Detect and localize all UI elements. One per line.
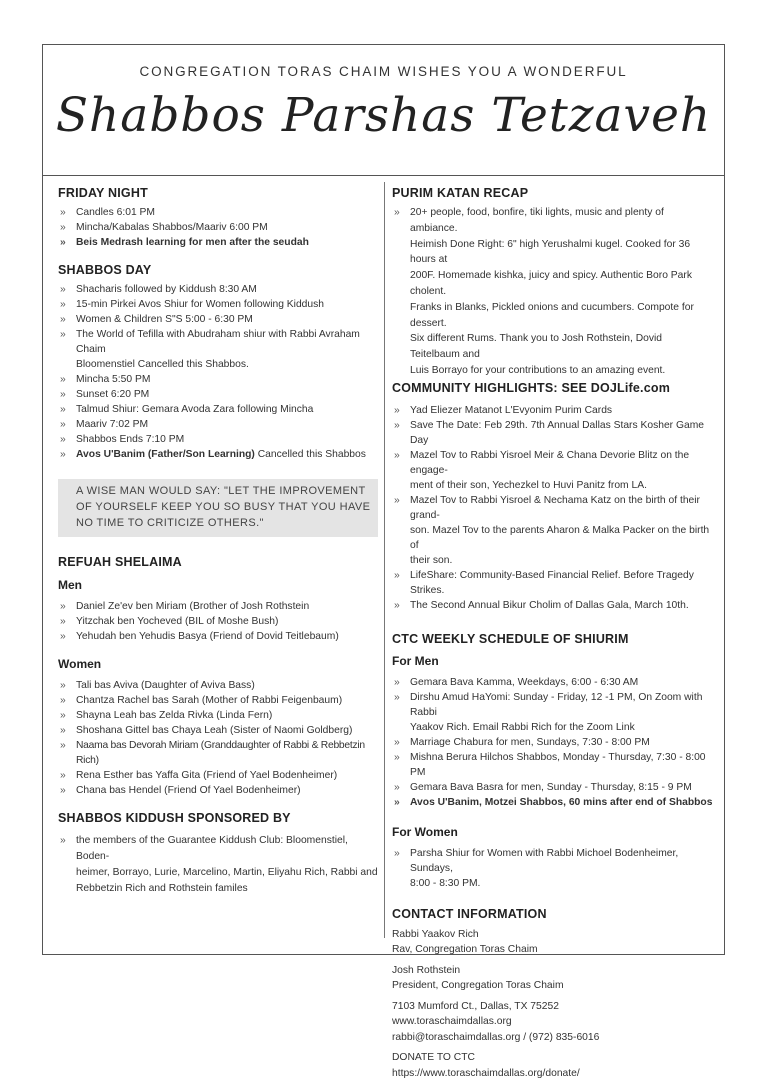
list-item-text: son. Mazel Tov to the parents Aharon & Malka Packer on the birth of — [410, 524, 710, 551]
list-item-text: Yaakov Rich. Email Rabbi Rich for the Zoom Link — [410, 721, 635, 733]
refuah-women-list — [58, 678, 378, 798]
list-item-text: their son. — [410, 554, 453, 566]
list-item-bold: Avos U'Banim (Father/Son Learning) — [76, 449, 255, 460]
list-item-text: Luis Borrayo for your contributions to an amazing event. — [410, 364, 666, 376]
schedule-women-title: For Women — [392, 824, 458, 839]
address: 7103 Mumford Ct., Dallas, TX 75252 — [392, 1000, 559, 1012]
column-divider — [384, 182, 385, 938]
schedule-title: CTC WEEKLY SCHEDULE OF SHIURIM — [392, 631, 629, 646]
list-item: » Beis Medrash learning for men after the seudah — [58, 235, 378, 250]
list-item-text: Bloomenstiel Cancelled this Shabbos. — [76, 359, 249, 370]
list-item — [58, 327, 378, 372]
list-item-text: Mazel Tov to Rabbi Yisroel Meir & Chana Devorie Blitz on the engage- — [410, 449, 690, 476]
shabbos-day-list — [58, 282, 378, 462]
kiddush-list — [58, 833, 378, 897]
list-item: » 15-min Pirkei Avos Shiur for Women following Kiddush — [58, 297, 378, 312]
list-item: » Maariv 7:02 PM — [58, 417, 378, 432]
list-item: » Talmud Shiur: Gemara Avoda Zara following Mincha — [58, 402, 378, 417]
list-item — [392, 448, 714, 493]
list-item: » Candles 6:01 PM — [58, 205, 378, 220]
right-column — [392, 184, 714, 1081]
website-link[interactable]: www.toraschaimdallas.org — [392, 1016, 512, 1028]
email-phone[interactable]: rabbi@toraschaimdallas.org / (972) 835-6016 — [392, 1031, 600, 1043]
list-item: » Gemara Bava Basra for men, Sunday - Thursday, 8:15 - 9 PM — [392, 780, 714, 795]
purim-list — [392, 205, 714, 379]
list-item-text: the members of the Guarantee Kiddush Club: Bloomenstiel, Boden- — [76, 835, 348, 862]
president-role: President, Congregation Toras Chaim — [392, 980, 564, 992]
quote-line: NO TIME TO CRITICIZE OTHERS." — [76, 517, 264, 529]
list-item — [392, 846, 714, 891]
community-list — [392, 403, 714, 613]
schedule-men-list — [392, 675, 714, 810]
president-name: Josh Rothstein — [392, 964, 461, 976]
contact-block — [392, 927, 714, 1081]
list-item: » Tali bas Aviva (Daughter of Aviva Bass) — [58, 678, 378, 693]
list-item-text: Parsha Shiur for Women with Rabbi Michoel Bodenheimer, Sundays, — [410, 847, 679, 874]
list-item — [58, 833, 378, 897]
list-item: » Rena Esther bas Yaffa Gita (Friend of Yael Bodenheimer) — [58, 768, 378, 783]
contact-title: CONTACT INFORMATION — [392, 906, 547, 921]
header-script-title: Shabbos Parshas Tetzaveh — [55, 88, 712, 143]
list-item-text: Dirshu Amud HaYomi: Sunday - Friday, 12 -1 PM, On Zoom with Rabbi — [410, 691, 703, 718]
donate-link[interactable]: https://www.toraschaimdallas.org/donate/ — [392, 1067, 580, 1079]
donate-label: DONATE TO CTC — [392, 1052, 475, 1064]
list-item: » The Second Annual Bikur Cholim of Dallas Gala, March 10th. — [392, 598, 714, 613]
list-item-text: Cancelled this Shabbos — [254, 449, 366, 460]
list-item-text: Heimish Done Right: 6" high Yerushalmi kugel. Cooked for 36 hours at — [410, 238, 691, 266]
list-item: » Women & Children S"S 5:00 - 6:30 PM — [58, 312, 378, 327]
list-item — [392, 205, 714, 379]
list-item-text: heimer, Borrayo, Lurie, Marcelino, Martin, Eliyahu Rich, Rabbi and — [76, 867, 378, 878]
list-item: » Chantza Rachel bas Sarah (Mother of Rabbi Feigenbaum) — [58, 693, 378, 708]
list-item-text: 8:00 - 8:30 PM. — [410, 877, 481, 889]
quote-line: OF YOURSELF KEEP YOU SO BUSY THAT YOU HAVE — [76, 501, 371, 513]
shabbos-day-title: SHABBOS DAY — [58, 263, 152, 277]
community-title: COMMUNITY HIGHLIGHTS: SEE DOJLife.com — [392, 380, 671, 395]
list-item: » Yad Eliezer Matanot L'Evyonim Purim Cards — [392, 403, 714, 418]
refuah-women-title: Women — [58, 657, 102, 671]
schedule-men-title: For Men — [392, 653, 439, 668]
list-item: » Save The Date: Feb 29th. 7th Annual Dallas Stars Kosher Game Day — [392, 418, 714, 448]
list-item-text: Mazel Tov to Rabbi Yisroel & Nechama Katz on the birth of their grand- — [410, 494, 700, 521]
list-item: » Shabbos Ends 7:10 PM — [58, 432, 378, 447]
quote-line: A WISE MAN WOULD SAY: "LET THE IMPROVEMENT — [76, 485, 366, 497]
list-item: » Yehudah ben Yehudis Basya (Friend of Dovid Teitlebaum) — [58, 629, 378, 644]
schedule-women-list — [392, 846, 714, 891]
list-item: » Naama bas Devorah Miriam (Granddaughter of Rabbi & Rebbetzin Rich) — [58, 738, 378, 768]
list-item-text: Franks in Blanks, Pickled onions and cucumbers. Compote for dessert. — [410, 301, 694, 329]
refuah-title: REFUAH SHELAIMA — [58, 555, 182, 569]
list-item: » Shacharis followed by Kiddush 8:30 AM — [58, 282, 378, 297]
friday-night-title: FRIDAY NIGHT — [58, 186, 148, 200]
list-item: » Sunset 6:20 PM — [58, 387, 378, 402]
list-item: » Shayna Leah bas Zelda Rivka (Linda Fern) — [58, 708, 378, 723]
list-item: » LifeShare: Community-Based Financial Relief. Before Tragedy Strikes. — [392, 568, 714, 598]
kiddush-title: SHABBOS KIDDUSH SPONSORED BY — [58, 811, 291, 825]
list-item-text: 20+ people, food, bonfire, tiki lights, music and plenty of ambiance. — [410, 207, 664, 234]
header-top-line: CONGREGATION TORAS CHAIM WISHES YOU A WONDERFUL — [139, 64, 628, 79]
list-item: » Daniel Ze'ev ben Miriam (Brother of Josh Rothstein — [58, 599, 378, 614]
list-item-text: ment of their son, Yechezkel to Huvi Panitz from LA. — [410, 479, 647, 491]
list-item: » Chana bas Hendel (Friend Of Yael Bodenheimer) — [58, 783, 378, 798]
list-item-text: 200F. Homemade kishka, juicy and spicy. Authentic Boro Park cholent. — [410, 270, 692, 297]
refuah-men-title: Men — [58, 578, 82, 592]
wise-quote-box — [58, 479, 378, 537]
friday-night-list — [58, 205, 378, 250]
list-item-text: Six different Rums. Thank you to Josh Rothstein, Dovid Teitelbaum and — [410, 333, 663, 361]
list-item: » Marriage Chabura for men, Sundays, 7:30 - 8:00 PM — [392, 735, 714, 750]
list-item: » Gemara Bava Kamma, Weekdays, 6:00 - 6:30 AM — [392, 675, 714, 690]
header-divider — [42, 175, 725, 176]
list-item-text: The World of Tefilla with Abudraham shiur with Rabbi Avraham Chaim — [76, 329, 360, 355]
list-item: » Mincha/Kabalas Shabbos/Maariv 6:00 PM — [58, 220, 378, 235]
list-item — [392, 690, 714, 735]
list-item: » Yitzchak ben Yocheved (BIL of Moshe Bush) — [58, 614, 378, 629]
list-item: » Avos U'Banim, Motzei Shabbos, 60 mins after end of Shabbos — [392, 795, 714, 810]
list-item: » Mishna Berura Hilchos Shabbos, Monday - Thursday, 7:30 - 8:00 PM — [392, 750, 714, 780]
list-item: » Mincha 5:50 PM — [58, 372, 378, 387]
list-item: » Shoshana Gittel bas Chaya Leah (Sister of Naomi Goldberg) — [58, 723, 378, 738]
rabbi-role: Rav, Congregation Toras Chaim — [392, 944, 538, 956]
rabbi-name: Rabbi Yaakov Rich — [392, 928, 479, 940]
left-column — [58, 184, 378, 897]
refuah-men-list — [58, 599, 378, 644]
list-item — [392, 493, 714, 568]
purim-title: PURIM KATAN RECAP — [392, 186, 529, 200]
list-item-text: Rebbetzin Rich and Rothstein familes — [76, 883, 248, 894]
list-item — [58, 447, 378, 462]
